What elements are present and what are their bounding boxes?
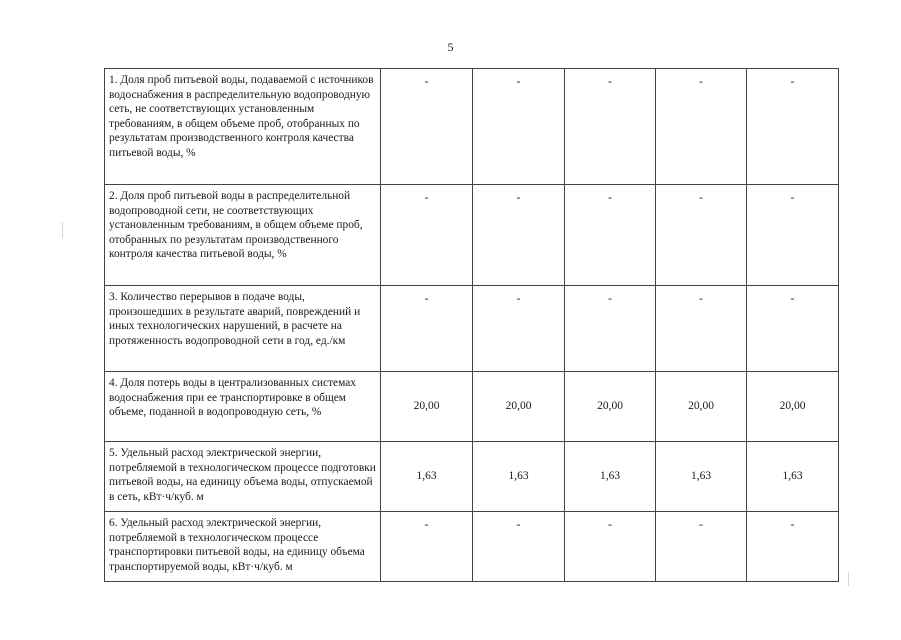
indicator-value: - (565, 69, 656, 185)
indicator-value: - (473, 512, 565, 582)
indicator-value: - (656, 512, 747, 582)
indicator-value: - (381, 69, 473, 185)
indicator-value: - (473, 286, 565, 372)
indicator-value: - (656, 185, 747, 286)
table-row (105, 372, 839, 442)
indicator-label: 1. Доля проб питьевой воды, подаваемой с источников водоснабжения в распределительную водопроводную сеть, не соответствующих установленным требованиям, в общем объеме проб, отобранных по результатам производственного контроля качества питьевой воды, % (105, 69, 381, 185)
table-row (105, 286, 839, 372)
indicator-value: - (565, 185, 656, 286)
indicator-value: 1,63 (656, 442, 747, 512)
indicator-value: 20,00 (565, 372, 656, 442)
indicators-table (104, 68, 839, 582)
indicator-value: - (381, 512, 473, 582)
indicator-label: 4. Доля потерь воды в централизованных системах водоснабжения при ее транспортировке в общем объеме, поданной в водопроводную сеть, % (105, 372, 381, 442)
page-number: 5 (447, 40, 454, 54)
indicator-value: 20,00 (656, 372, 747, 442)
indicator-label: 6. Удельный расход электрической энергии, потребляемой в технологическом процессе транспортировки питьевой воды, на единицу объема транспортируемой воды, кВт·ч/куб. м (105, 512, 381, 582)
indicator-value: - (565, 286, 656, 372)
scan-artifact-right (848, 572, 849, 586)
table-row (105, 512, 839, 582)
indicator-value: 1,63 (473, 442, 565, 512)
indicator-value: - (747, 512, 839, 582)
indicator-value: - (656, 286, 747, 372)
indicator-label: 5. Удельный расход электрической энергии, потребляемой в технологическом процессе подготовки питьевой воды, на единицу объема воды, отпускаемой в сеть, кВт·ч/куб. м (105, 442, 381, 512)
indicator-value: - (381, 185, 473, 286)
indicator-value: - (747, 185, 839, 286)
indicator-value: 20,00 (381, 372, 473, 442)
indicator-value: 1,63 (747, 442, 839, 512)
indicator-value: - (473, 185, 565, 286)
indicator-value: 20,00 (747, 372, 839, 442)
indicator-value: - (747, 286, 839, 372)
table-row (105, 442, 839, 512)
indicator-value: 1,63 (565, 442, 656, 512)
indicator-value: - (381, 286, 473, 372)
table-row (105, 185, 839, 286)
indicator-value: - (656, 69, 747, 185)
indicator-value: 20,00 (473, 372, 565, 442)
indicator-value: - (473, 69, 565, 185)
table-row (105, 69, 839, 185)
indicator-label: 2. Доля проб питьевой воды в распределительной водопроводной сети, не соответствующих установленным требованиям, в общем объеме проб, отобранных по результатам производственного контроля качества питьевой воды, % (105, 185, 381, 286)
indicator-value: - (747, 69, 839, 185)
indicator-value: 1,63 (381, 442, 473, 512)
indicator-label: 3. Количество перерывов в подаче воды, произошедших в результате аварий, повреждений и иных технологических нарушений, в расчете на протяженность водопроводной сети в год, ед./км (105, 286, 381, 372)
scan-artifact-left (62, 222, 63, 238)
indicator-value: - (565, 512, 656, 582)
